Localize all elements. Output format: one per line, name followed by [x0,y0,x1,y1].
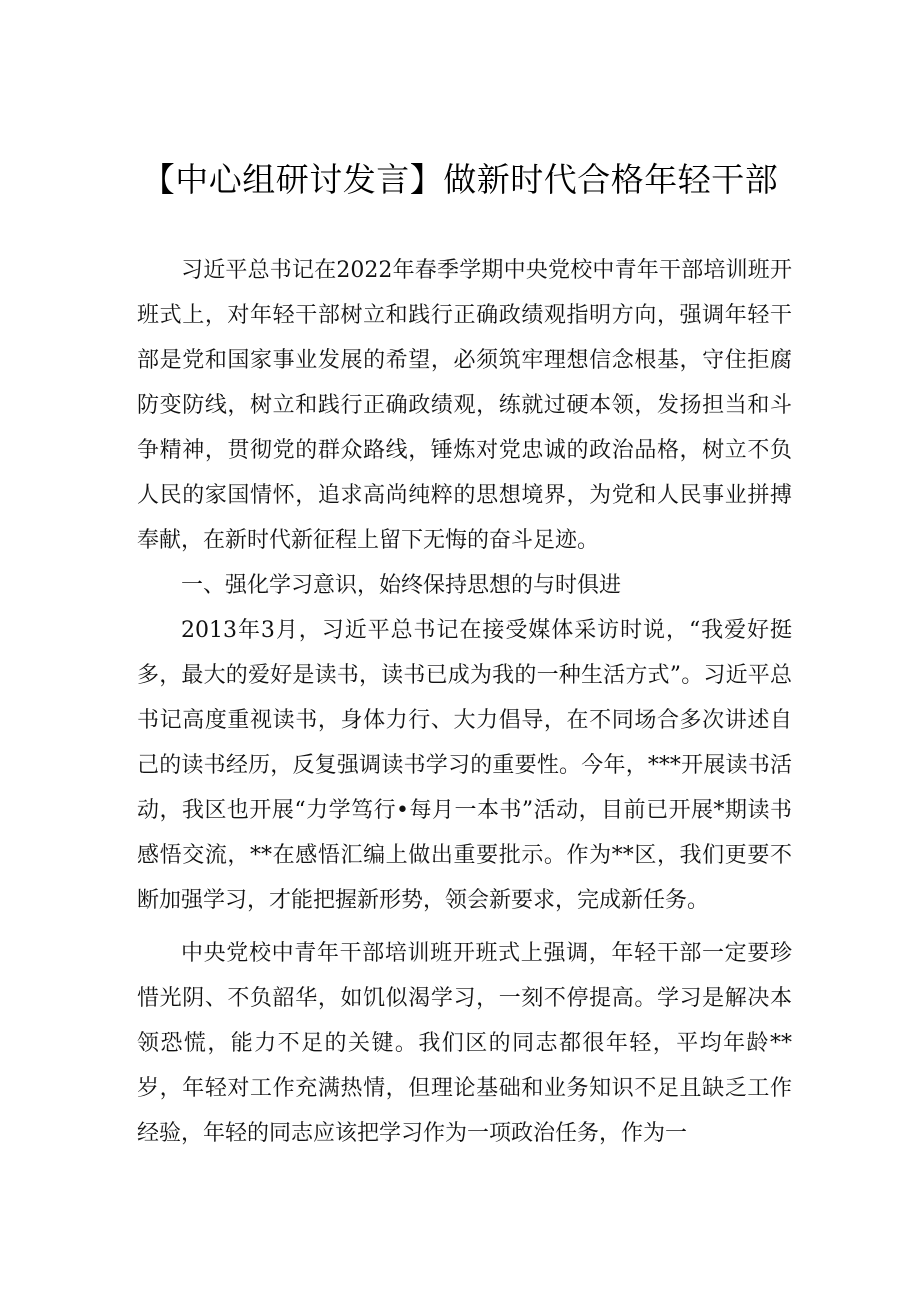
document-title: 【中心组研讨发言】做新时代合格年轻干部 [141,160,779,199]
section-heading: 一、强化学习意识，始终保持思想的与时俱进 [181,573,622,598]
intro-paragraph: 习近平总书记在2022年春季学期中央党校中青年干部培训班开班式上，对年轻干部树立和践行正确政绩观指明方向，强调年轻干部是党和国家事业发展的希望，必须筑牢理想信念根基，守住拒腐防变防线，树立和践行正确政绩观，练就过硬本领，发扬担当和斗争精神，贯彻党的群众路线，锤炼对党忠诚的政治品格，树立不负人民的家国情怀，追求高尚纯粹的思想境界，为党和人民事业拼搏奉献，在新时代新征程上留下无悔的奋斗足迹。 [137,258,792,553]
document-body [137,248,792,1156]
body-paragraph: 中央党校中青年干部培训班开班式上强调，年轻干部一定要珍惜光阴、不负韶华，如饥似渴学习，一刻不停提高。学习是解决本领恐慌，能力不足的关键。我们区的同志都很年轻，平均年龄**岁，年轻对工作充满热情，但理论基础和业务知识不足且缺乏工作经验，年轻的同志应该把学习作为一项政治任务，作为一 [137,941,792,1146]
body-paragraph: 2013年3月，习近平总书记在接受媒体采访时说，“我爱好挺多，最大的爱好是读书，读书已成为我的一种生活方式”。习近平总书记高度重视读书，身体力行、大力倡导，在不同场合多次讲述自己的读书经历，反复强调读书学习的重要性。今年，***开展读书活动，我区也开展“力学笃行•每月一本书”活动，目前已开展*期读书感悟交流，**在感悟汇编上做出重要批示。作为**区，我们更要不断加强学习，才能把握新形势，领会新要求，完成新任务。 [137,618,792,913]
